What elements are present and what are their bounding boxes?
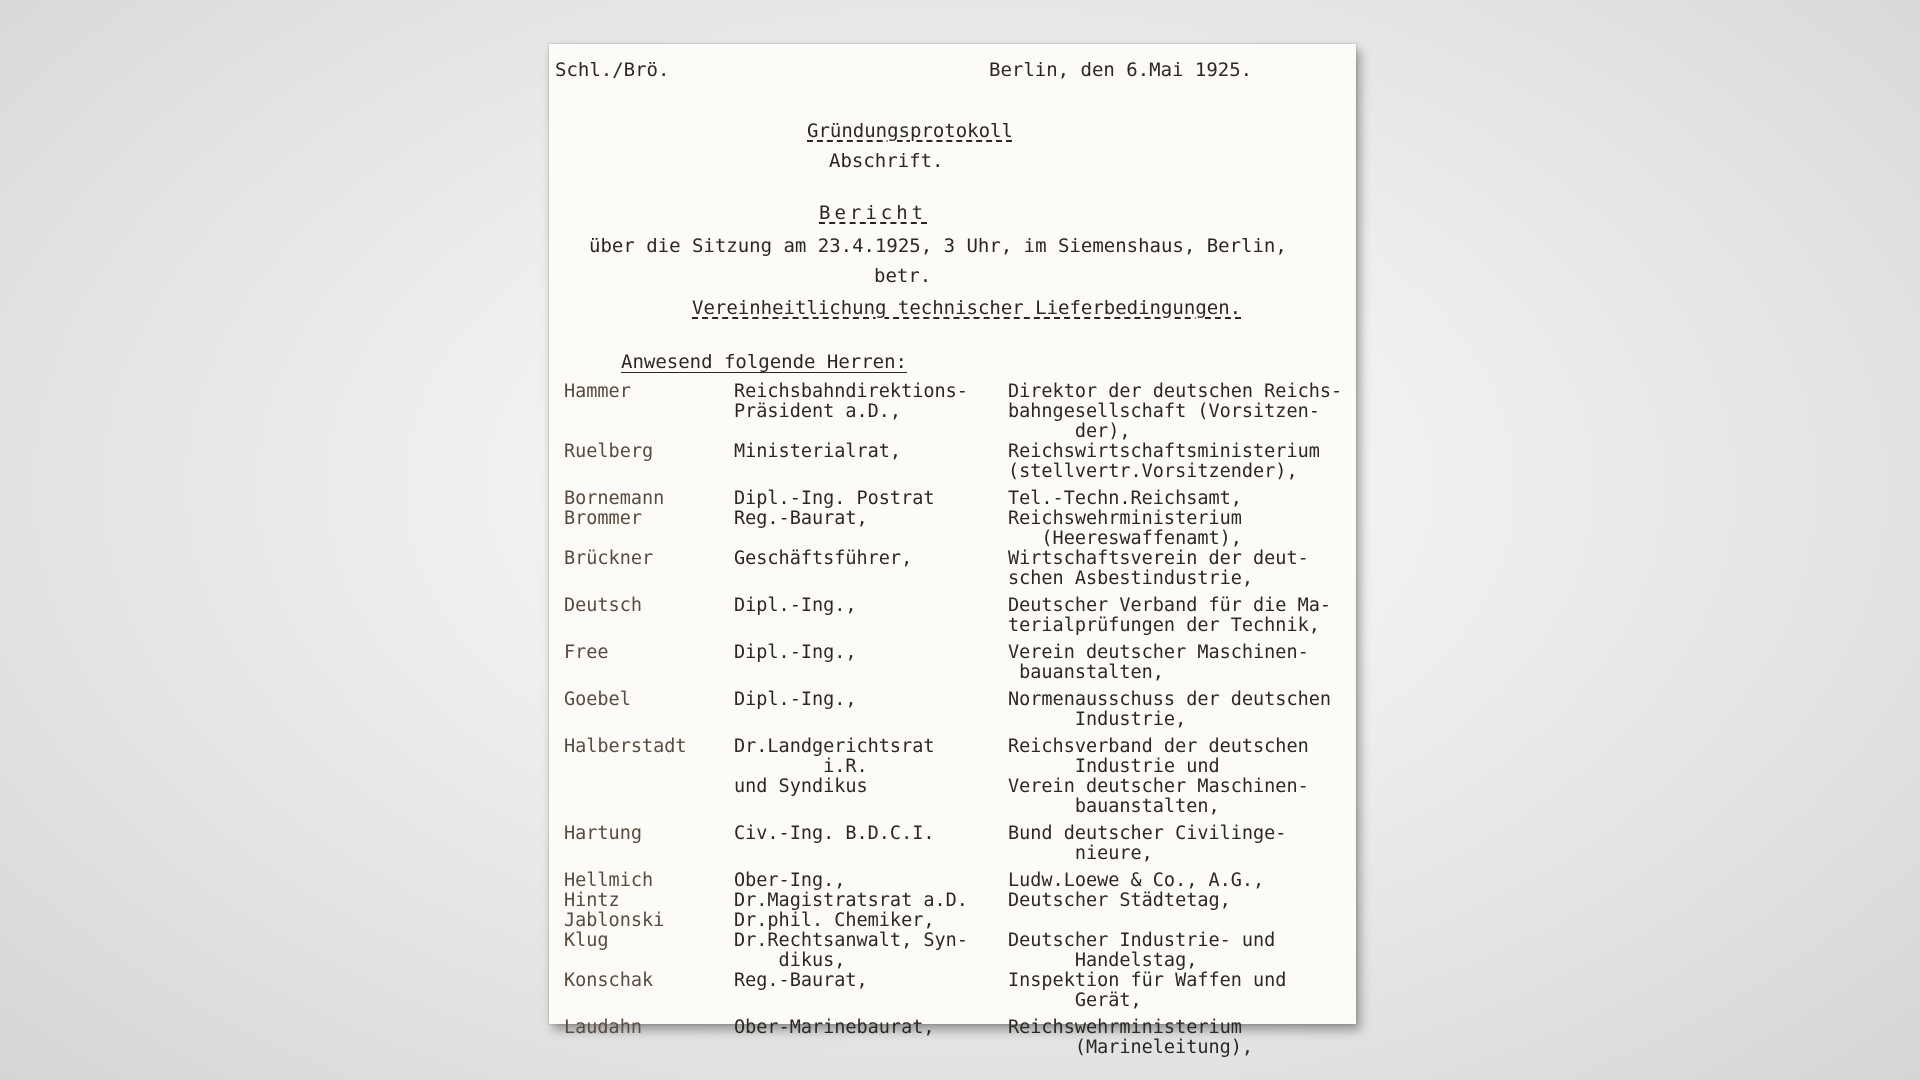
attendee-title: Ober-Marinebaurat, [734,1017,935,1038]
attendee-title: Ober-Ing., [734,870,846,891]
attendee-name: Hammer [564,381,631,402]
attendee-row [564,509,1354,549]
attendee-row [564,931,1354,971]
attendee-row [564,1018,1354,1058]
attendee-title: Dipl.-Ing., [734,689,857,710]
attendee-organization: Deutscher Industrie- und Handelstag, [1008,930,1276,971]
attendee-organization: Verein deutscher Maschinen- bauanstalten, [1008,642,1309,683]
attendee-organization: Bund deutscher Civilinge- nieure, [1008,823,1287,864]
attendee-organization: Deutscher Städtetag, [1008,890,1231,911]
attendee-row [564,891,1354,911]
attendee-name: Bornemann [564,488,665,509]
attendee-row [564,596,1354,636]
document-title: Gründungsprotokoll [807,120,1013,142]
attendee-title: Dr.Magistratsrat a.D. [734,890,968,911]
attendee-name: Hellmich [564,870,654,891]
meeting-line: über die Sitzung am 23.4.1925, 3 Uhr, im Siemenshaus, Berlin, [589,235,1287,257]
attendee-organization: Ludw.Loewe & Co., A.G., [1008,870,1265,891]
attendee-row [564,911,1354,931]
attendee-name: Brommer [564,508,642,529]
attendee-row [564,549,1354,589]
attendee-row [564,489,1354,509]
attendee-title: Reg.-Baurat, [734,508,868,529]
attendee-name: Hintz [564,890,620,911]
attendee-row [564,871,1354,891]
place-date: Berlin, den 6.Mai 1925. [989,59,1253,81]
attendee-title: Ministerialrat, [734,441,902,462]
attendee-list [564,382,1354,1065]
attendee-name: Hartung [564,823,642,844]
reference-code: Schl./Brö. [555,59,670,81]
document-page [549,44,1356,1058]
attendee-row [564,442,1354,482]
attendee-organization: Reichswehrministerium (Heereswaffenamt), [1008,508,1242,549]
attendee-row [564,690,1354,730]
attendee-organization: Normenausschuss der deutschen Industrie, [1008,689,1332,730]
attendee-title: Dr.Rechtsanwalt, Syn- dikus, [734,930,968,971]
attendee-name: Jablonski [564,910,665,931]
present-heading: Anwesend folgende Herren: [621,351,907,373]
attendee-name: Laudahn [564,1017,642,1038]
report-heading: Bericht [819,202,928,224]
attendee-organization: Reichswirtschaftsministerium (stellvertr.Vorsitzender), [1008,441,1320,482]
subject-line: Vereinheitlichung technischer Lieferbedingungen. [692,297,1242,319]
attendee-title: Reichsbahndirektions- Präsident a.D., [734,381,968,422]
attendee-name: Deutsch [564,595,642,616]
attendee-row [564,971,1354,1011]
attendee-name: Brückner [564,548,654,569]
attendee-name: Free [564,642,609,663]
attendee-organization: Deutscher Verband für die Ma- terialprüfungen der Technik, [1008,595,1332,636]
attendee-row [564,382,1354,442]
attendee-name: Ruelberg [564,441,654,462]
attendee-organization: Tel.-Techn.Reichsamt, [1008,488,1242,509]
attendee-title: Dipl.-Ing., [734,595,857,616]
attendee-name: Klug [564,930,609,951]
attendee-organization: Reichswehrministerium (Marineleitung), [1008,1017,1254,1058]
attendee-organization: Wirtschaftsverein der deut- schen Asbestindustrie, [1008,548,1309,589]
betr-label: betr. [874,265,932,287]
attendee-title: Civ.-Ing. B.D.C.I. [734,823,935,844]
attendee-title: Dr.phil. Chemiker, [734,910,935,931]
attendee-organization: Inspektion für Waffen und Gerät, [1008,970,1287,1011]
attendee-title: Dipl.-Ing. Postrat [734,488,935,509]
attendee-row [564,824,1354,864]
attendee-organization: Direktor der deutschen Reichs- bahngesellschaft (Vorsitzen- der), [1008,381,1343,442]
attendee-organization: Reichsverband der deutschen Industrie und Verein deutscher Maschinen- bauanstalten, [1008,736,1309,817]
attendee-name: Halberstadt [564,736,687,757]
attendee-title: Geschäftsführer, [734,548,913,569]
attendee-title: Dr.Landgerichtsrat i.R. und Syndikus [734,736,935,797]
attendee-name: Goebel [564,689,631,710]
attendee-row [564,737,1354,817]
copy-note: Abschrift. [829,150,944,172]
attendee-title: Reg.-Baurat, [734,970,868,991]
attendee-row [564,643,1354,683]
attendee-name: Konschak [564,970,654,991]
attendee-title: Dipl.-Ing., [734,642,857,663]
